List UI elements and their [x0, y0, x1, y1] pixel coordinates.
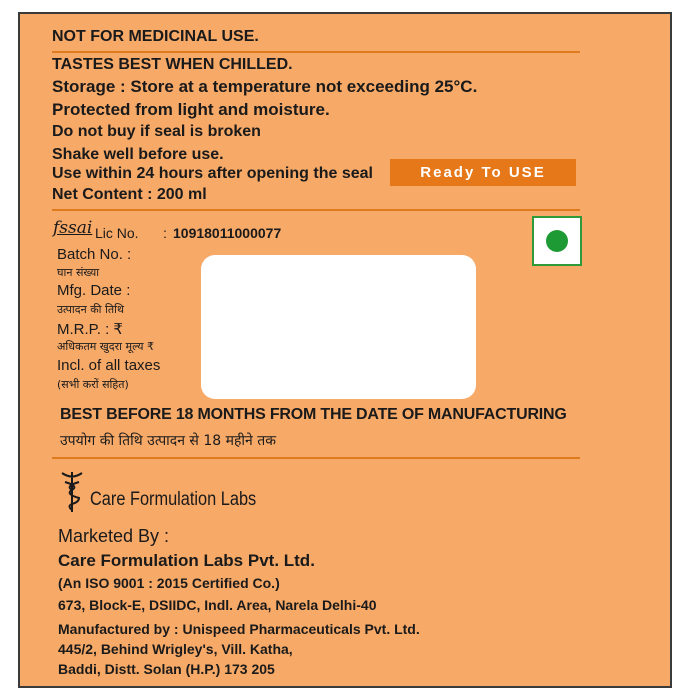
mfg-label-hindi: उत्पादन की तिथि: [57, 303, 124, 316]
manufacturer-line-1: Manufactured by : Unispeed Pharmaceuticals Pvt. Ltd.: [58, 621, 420, 637]
marketer-address: 673, Block-E, DSIIDC, Indl. Area, Narela Delhi-40: [58, 597, 377, 613]
manufacturer-line-2: 445/2, Behind Wrigley's, Vill. Katha,: [58, 641, 293, 657]
mfg-label: Mfg. Date :: [57, 282, 131, 299]
marketed-by-label: Marketed By :: [58, 526, 170, 546]
ready-to-use-badge: Ready To USE: [390, 159, 576, 186]
lic-separator: :: [163, 225, 167, 241]
veg-mark-icon: [532, 216, 582, 266]
storage-text: Storage : Store at a temperature not exceeding 25°C.: [52, 77, 478, 96]
best-before-hindi-text: उपयोग की तिथि उत्पादन से 18 महीने तक: [60, 433, 276, 449]
batch-label-hindi: घान संख्या: [57, 266, 100, 279]
use-within-text: Use within 24 hours after opening the seal: [52, 165, 373, 182]
fssai-logo: fssai: [53, 218, 93, 238]
taxes-label: Incl. of all taxes: [57, 357, 161, 374]
tastes-best-text: TASTES BEST WHEN CHILLED.: [52, 56, 293, 73]
mrp-label: M.R.P. : ₹: [57, 321, 123, 338]
iso-text: (An ISO 9001 : 2015 Certified Co.): [58, 575, 280, 591]
product-label: [18, 12, 672, 688]
divider: [52, 51, 580, 53]
caduceus-icon: [59, 470, 85, 514]
brand-logo-text: Care Formulation Labs: [90, 489, 257, 510]
manufacturer-line-3: Baddi, Distt. Solan (H.P.) 173 205: [58, 661, 275, 677]
protected-text: Protected from light and moisture.: [52, 100, 330, 119]
divider: [52, 457, 580, 459]
mrp-label-hindi: अधिकतम खुदरा मूल्य ₹: [57, 340, 154, 353]
best-before-text: BEST BEFORE 18 MONTHS FROM THE DATE OF MANUFACTURING: [60, 406, 567, 423]
lic-label: Lic No.: [95, 225, 139, 241]
not-medicinal-text: NOT FOR MEDICINAL USE.: [52, 28, 259, 45]
batch-label: Batch No. :: [57, 246, 132, 263]
net-content-text: Net Content : 200 ml: [52, 186, 207, 203]
seal-text: Do not buy if seal is broken: [52, 123, 261, 140]
taxes-label-hindi: (सभी करों सहित): [57, 378, 129, 391]
divider: [52, 209, 580, 211]
shake-text: Shake well before use.: [52, 146, 224, 163]
print-area-box: [201, 255, 476, 399]
lic-number: 10918011000077: [173, 225, 282, 241]
marketer-company: Care Formulation Labs Pvt. Ltd.: [58, 551, 315, 570]
